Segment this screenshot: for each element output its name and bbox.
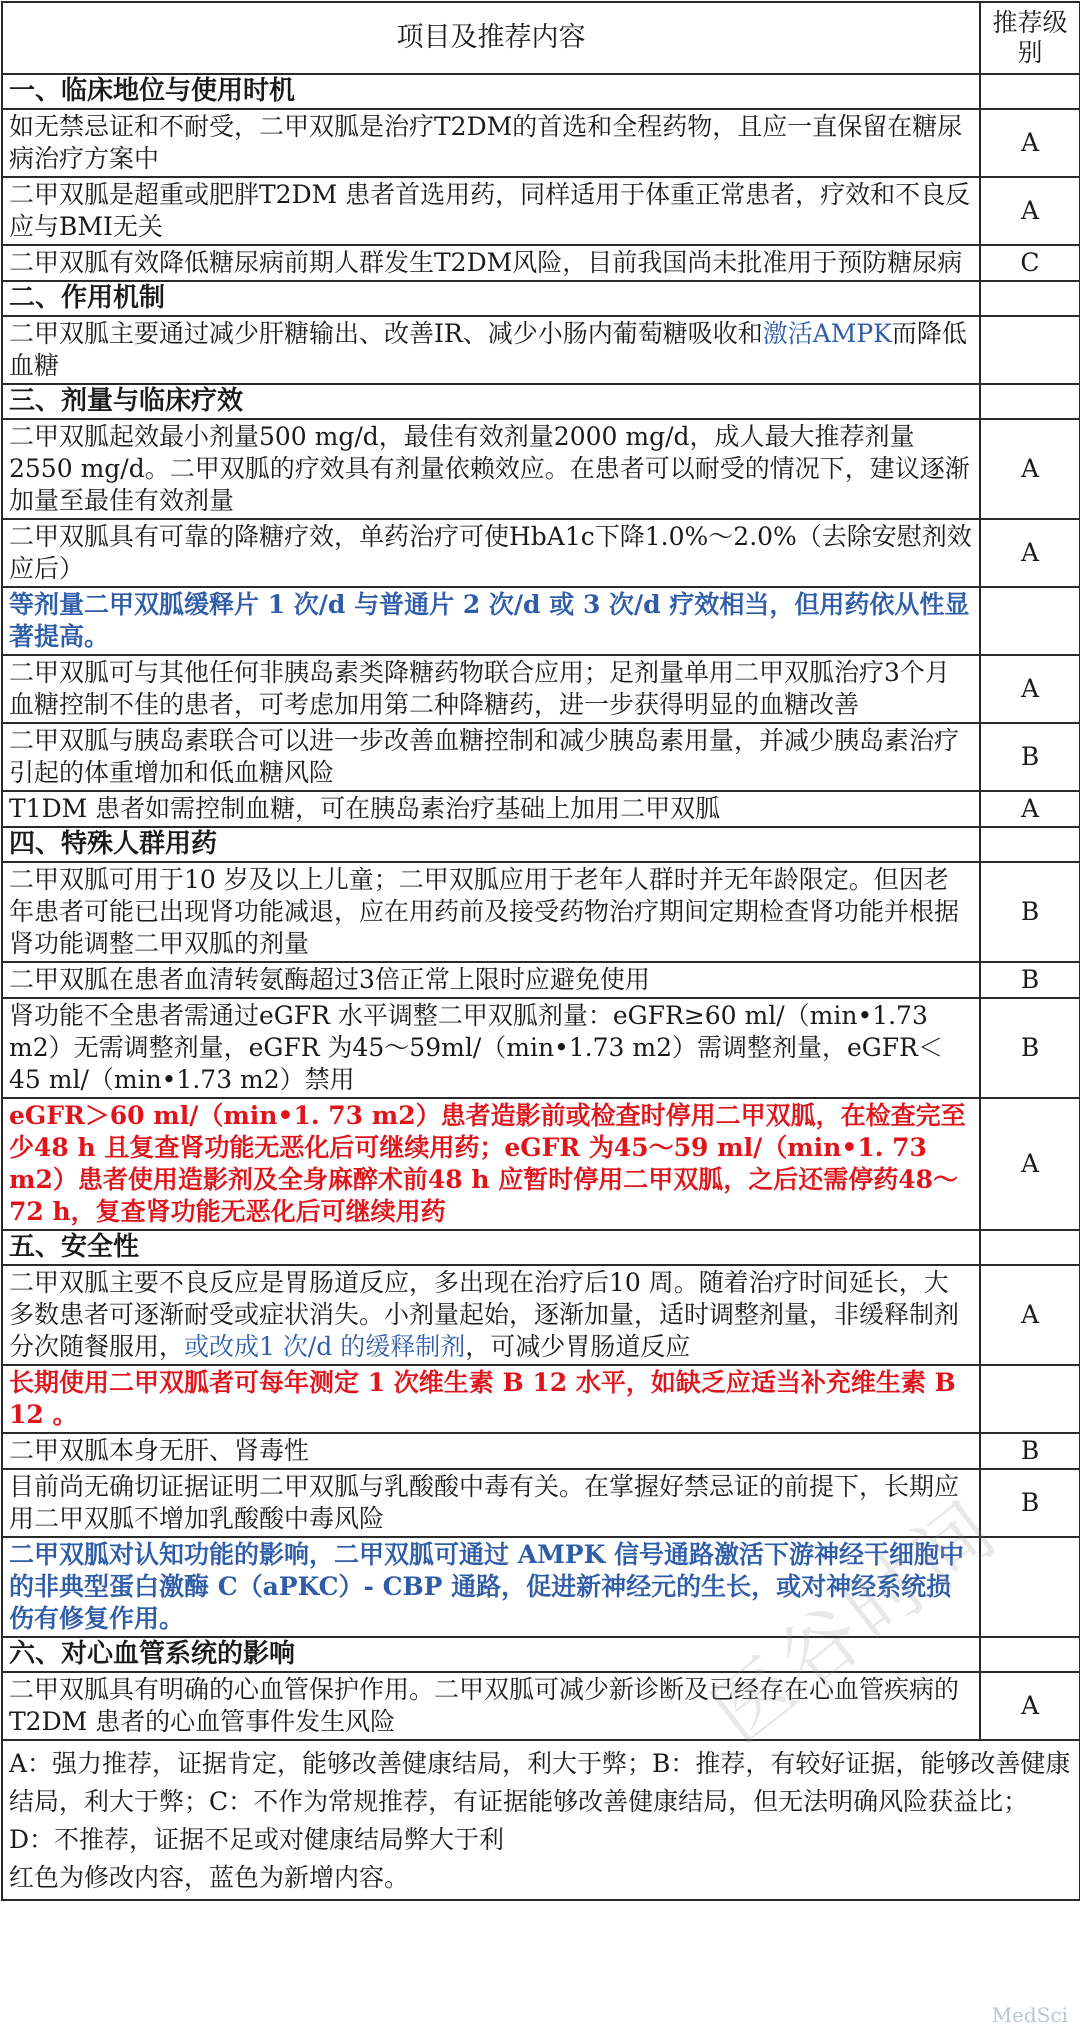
section-title: 六、对心血管系统的影响 <box>2 1637 980 1672</box>
recommendation-row <box>2 1672 1080 1740</box>
text-segment: 二甲双胍本身无肝、肾毒性 <box>9 1436 310 1465</box>
legend-definitions: A：强力推荐，证据肯定，能够改善健康结局，利大于弊；B：推荐，有较好证据，能够改善健康结局，利大于弊；C：不作为常规推荐，有证据能够改善健康结局，但无法明确风险获益比；D：不推荐，证据不足或对健康结局弊大于利 <box>9 1749 1071 1854</box>
recommendation-text <box>2 998 980 1098</box>
recommendation-text <box>2 1265 980 1365</box>
recommendation-grade: A <box>980 419 1080 519</box>
recommendation-text <box>2 245 980 281</box>
recommendation-text <box>2 419 980 519</box>
recommendation-table <box>1 1 1080 1901</box>
text-segment: 二甲双胍主要不良反应是胃肠道反应，多出现在治疗后10 周。随着治疗时间延长，大多数患者可逐渐耐受或症状消失。小剂量起始，逐渐加量，适时调整剂量，非缓释制剂分次随餐服用， <box>9 1268 960 1361</box>
recommendation-grade <box>980 316 1080 384</box>
text-segment: 而降低血糖 <box>9 319 967 380</box>
header-item-column: 项目及推荐内容 <box>2 2 980 74</box>
section-title: 一、临床地位与使用时机 <box>2 74 980 109</box>
recommendation-row <box>2 862 1080 962</box>
recommendation-text <box>2 109 980 177</box>
text-segment: 如无禁忌证和不耐受，二甲双胍是治疗T2DM的首选和全程药物，且应一直保留在糖尿病治疗方案中 <box>9 112 963 173</box>
recommendation-row <box>2 1265 1080 1365</box>
section-row <box>2 384 1080 419</box>
text-segment: 二甲双胍可用于10 岁及以上儿童；二甲双胍应用于老年人群时并无年龄限定。但因老年患者可能已出现肾功能减退，应在用药前及接受药物治疗期间定期检查肾功能并根据肾功能调整二甲双胍的剂量 <box>9 865 960 958</box>
text-segment: 等剂量二甲双胍缓释片 1 次/d 与普通片 2 次/d 或 3 次/d 疗效相当，但用药依从性显著提高。 <box>9 590 970 651</box>
section-grade-cell <box>980 1637 1080 1672</box>
recommendation-grade <box>980 1365 1080 1433</box>
section-row <box>2 281 1080 316</box>
recommendation-grade: A <box>980 1098 1080 1230</box>
text-segment: 目前尚无确切证据证明二甲双胍与乳酸酸中毒有关。在掌握好禁忌证的前提下，长期应用二甲双胍不增加乳酸酸中毒风险 <box>9 1472 960 1533</box>
legend-row <box>2 1740 1080 1900</box>
recommendation-grade: A <box>980 177 1080 245</box>
recommendation-row <box>2 1098 1080 1230</box>
recommendation-row <box>2 1537 1080 1637</box>
recommendation-row <box>2 109 1080 177</box>
text-segment: 长期使用二甲双胍者可每年测定 1 次维生素 B 12 水平，如缺乏应适当补充维生素 B 12 。 <box>9 1368 956 1429</box>
recommendation-text <box>2 1365 980 1433</box>
section-title: 四、特殊人群用药 <box>2 827 980 862</box>
text-segment: 肾功能不全患者需通过eGFR 水平调整二甲双胍剂量：eGFR≥60 ml/（min•1.73 m2）无需调整剂量，eGFR 为45～59ml/（min•1.73 m2）需调整剂量，eGFR＜45 ml/（min•1.73 m2）禁用 <box>9 1001 943 1094</box>
recommendation-text <box>2 791 980 827</box>
text-segment: 二甲双胍是超重或肥胖T2DM 患者首选用药，同样适用于体重正常患者，疗效和不良反应与BMI无关 <box>9 180 971 241</box>
section-row <box>2 827 1080 862</box>
recommendation-grade: B <box>980 1433 1080 1469</box>
table-header-row <box>2 2 1080 74</box>
recommendation-grade: A <box>980 109 1080 177</box>
recommendation-row <box>2 998 1080 1098</box>
recommendation-text <box>2 1469 980 1537</box>
text-segment: 二甲双胍起效最小剂量500 mg/d，最佳有效剂量2000 mg/d，成人最大推荐剂量2550 mg/d。二甲双胍的疗效具有剂量依赖效应。在患者可以耐受的情况下，建议逐渐加量至最佳有效剂量 <box>9 422 970 515</box>
recommendation-grade: A <box>980 655 1080 723</box>
legend-cell <box>2 1740 1080 1900</box>
section-row <box>2 1637 1080 1672</box>
recommendation-text <box>2 519 980 587</box>
recommendation-row <box>2 1433 1080 1469</box>
recommendation-grade: B <box>980 862 1080 962</box>
recommendation-text <box>2 177 980 245</box>
recommendation-row <box>2 316 1080 384</box>
text-segment: 二甲双胍对认知功能的影响，二甲双胍可通过 AMPK 信号通路激活下游神经干细胞中的非典型蛋白激酶 C（aPKC）- CBP 通路，促进新神经元的生长，或对神经系统损伤有修复作用。 <box>9 1540 965 1633</box>
text-segment: 二甲双胍与胰岛素联合可以进一步改善血糖控制和减少胰岛素用量，并减少胰岛素治疗引起的体重增加和低血糖风险 <box>9 726 960 787</box>
recommendation-grade: B <box>980 998 1080 1098</box>
recommendation-text <box>2 1537 980 1637</box>
recommendation-grade <box>980 587 1080 655</box>
section-grade-cell <box>980 827 1080 862</box>
text-segment: 二甲双胍具有可靠的降糖疗效，单药治疗可使HbA1c下降1.0%～2.0%（去除安慰剂效应后） <box>9 522 972 583</box>
recommendation-text <box>2 962 980 998</box>
section-grade-cell <box>980 1230 1080 1265</box>
recommendation-text <box>2 1433 980 1469</box>
text-segment: 二甲双胍主要通过减少肝糖输出、改善IR、减少小肠内葡萄糖吸收和 <box>9 319 763 348</box>
text-segment: 激活AMPK <box>762 319 892 348</box>
recommendation-grade: B <box>980 962 1080 998</box>
recommendation-grade: A <box>980 1265 1080 1365</box>
section-row <box>2 1230 1080 1265</box>
text-segment: 二甲双胍有效降低糖尿病前期人群发生T2DM风险，目前我国尚未批准用于预防糖尿病 <box>9 248 963 277</box>
watermark: 医谷时间 <box>696 1482 1017 1761</box>
recommendation-row <box>2 791 1080 827</box>
section-grade-cell <box>980 74 1080 109</box>
recommendation-grade: A <box>980 519 1080 587</box>
text-segment: 二甲双胍具有明确的心血管保护作用。二甲双胍可减少新诊断及已经存在心血管疾病的T2DM 患者的心血管事件发生风险 <box>9 1675 960 1736</box>
recommendation-text <box>2 723 980 791</box>
text-segment: eGFR＞60 ml/（min•1. 73 m2）患者造影前或检查时停用二甲双胍，在检查完至少48 h 且复查肾功能无恶化后可继续用药；eGFR 为45～59 ml/（min•1. 73 m2）患者使用造影剂及全身麻醉术前48 h 应暂时停用二甲双胍，之后还需停药48～72 h，复查肾功能无恶化后可继续用药 <box>9 1101 966 1226</box>
recommendation-text <box>2 587 980 655</box>
recommendation-grade: A <box>980 791 1080 827</box>
recommendation-row <box>2 419 1080 519</box>
recommendation-text <box>2 862 980 962</box>
recommendation-row <box>2 587 1080 655</box>
recommendation-grade: B <box>980 723 1080 791</box>
text-segment: 二甲双胍可与其他任何非胰岛素类降糖药物联合应用；足剂量单用二甲双胍治疗3个月血糖控制不佳的患者，可考虑加用第二种降糖药，进一步获得明显的血糖改善 <box>9 658 950 719</box>
recommendation-text <box>2 655 980 723</box>
recommendation-row <box>2 723 1080 791</box>
recommendation-text <box>2 1098 980 1230</box>
recommendation-row <box>2 177 1080 245</box>
recommendation-text <box>2 1672 980 1740</box>
recommendation-row <box>2 962 1080 998</box>
recommendation-grade <box>980 1537 1080 1637</box>
section-title: 五、安全性 <box>2 1230 980 1265</box>
section-grade-cell <box>980 281 1080 316</box>
section-title: 三、剂量与临床疗效 <box>2 384 980 419</box>
text-segment: 二甲双胍在患者血清转氨酶超过3倍正常上限时应避免使用 <box>9 965 650 994</box>
recommendation-grade: C <box>980 245 1080 281</box>
recommendation-grade: A <box>980 1672 1080 1740</box>
section-title: 二、作用机制 <box>2 281 980 316</box>
text-segment: ，可减少胃肠道反应 <box>465 1332 691 1361</box>
legend-color-note: 红色为修改内容，蓝色为新增内容。 <box>9 1863 410 1892</box>
table-body <box>2 74 1080 1740</box>
recommendation-row <box>2 519 1080 587</box>
recommendation-row <box>2 655 1080 723</box>
text-segment: T1DM 患者如需控制血糖，可在胰岛素治疗基础上加用二甲双胍 <box>9 794 721 823</box>
recommendation-row <box>2 245 1080 281</box>
header-grade-column: 推荐级别 <box>980 2 1080 74</box>
medsci-watermark: MedSci <box>991 2003 1068 2027</box>
recommendation-grade: B <box>980 1469 1080 1537</box>
recommendation-text <box>2 316 980 384</box>
recommendation-row <box>2 1365 1080 1433</box>
text-segment: 或改成1 次/d 的缓释制剂 <box>184 1332 466 1361</box>
section-row <box>2 74 1080 109</box>
section-grade-cell <box>980 384 1080 419</box>
recommendation-row <box>2 1469 1080 1537</box>
